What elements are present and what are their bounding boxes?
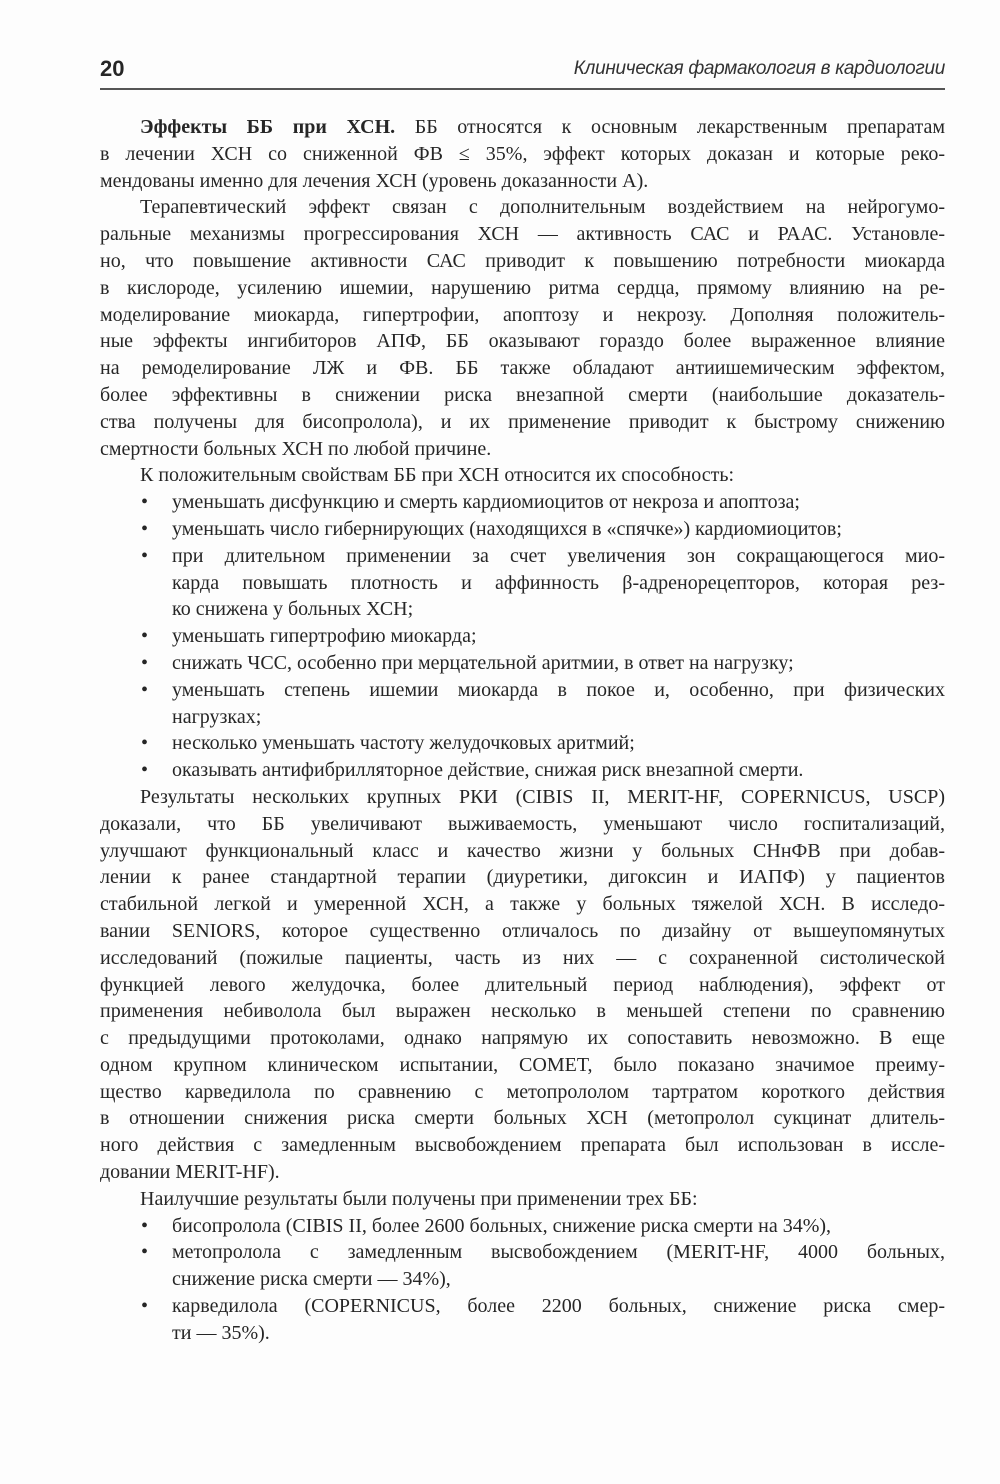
line-text: ти — 35%). xyxy=(172,1321,270,1344)
text-line xyxy=(100,168,945,195)
bullet-item xyxy=(100,677,945,731)
text-line xyxy=(100,864,945,891)
bullet-item xyxy=(100,1239,945,1293)
line-text: карда повышать плотность и аффинность β-адренорецепторов, которая рез- xyxy=(172,571,945,594)
line-text: Терапевтический эффект связан с дополнительным воздействием на нейрогумо- xyxy=(140,196,945,219)
text-line xyxy=(100,811,945,838)
text-line xyxy=(100,543,945,570)
bullet-icon: • xyxy=(141,1214,149,1237)
text-line xyxy=(100,1266,945,1293)
text-line xyxy=(100,1239,945,1266)
line-text: с предыдущими протоколами, однако напрямую их сопоставить невозможно. В еще xyxy=(100,1027,945,1050)
line-text: уменьшать степень ишемии миокарда в покое и, особенно, при физических xyxy=(172,678,945,701)
line-text: применения небиволола был выражен несколько в меньшей степени по сравнению xyxy=(100,1000,945,1023)
text-line xyxy=(100,918,945,945)
text-line xyxy=(100,730,945,757)
bullet-item xyxy=(100,730,945,757)
text-line xyxy=(100,838,945,865)
text-line xyxy=(100,462,945,489)
paragraph xyxy=(100,194,945,462)
text-line xyxy=(100,596,945,623)
page-header xyxy=(100,56,945,86)
line-text: Наилучшие результаты были получены при применении трех ББ: xyxy=(140,1187,698,1210)
text-line xyxy=(100,302,945,329)
text-line xyxy=(100,248,945,275)
line-text: лении к ранее стандартной терапии (диуретики, дигоксин и ИАПФ) у пациентов xyxy=(100,866,945,889)
line-text: уменьшать дисфункцию и смерть кардиомиоцитов от некроза и апоптоза; xyxy=(172,491,800,514)
line-text: щество карведилола по сравнению с метопрололом тартратом короткого действия xyxy=(100,1080,945,1103)
text-line xyxy=(100,1159,945,1186)
text-line xyxy=(100,141,945,168)
line-text: снижать ЧСС, особенно при мерцательной аритмии, в ответ на нагрузку; xyxy=(172,651,794,674)
header-divider xyxy=(100,88,945,90)
line-text: доказали, что ББ увеличивают выживаемость, уменьшают число госпитализаций, xyxy=(100,812,945,835)
line-text: более эффективны в снижении риска внезапной смерти (наибольшие доказатель- xyxy=(100,383,945,406)
bullet-item xyxy=(100,489,945,516)
bullet-icon: • xyxy=(141,517,149,540)
line-text: вании SENIORS, которое существенно отличалось по дизайну от вышеупомянутых xyxy=(100,919,945,942)
text-line xyxy=(100,650,945,677)
text-line xyxy=(100,1293,945,1320)
text-line xyxy=(100,784,945,811)
text-line xyxy=(100,1320,945,1347)
text-line xyxy=(100,489,945,516)
section-lead: Эффекты ББ при ХСН. xyxy=(140,116,396,138)
text-line xyxy=(100,623,945,650)
text-line xyxy=(100,570,945,597)
text-line xyxy=(100,382,945,409)
line-text: исследований (пожилые пациенты, часть из них — с сохраненной систолической xyxy=(100,946,945,969)
text-line xyxy=(100,1213,945,1240)
text-line xyxy=(100,677,945,704)
line-text: К положительным свойствам ББ при ХСН относится их способность: xyxy=(140,464,735,487)
paragraph xyxy=(100,784,945,1186)
bullet-icon: • xyxy=(141,759,149,782)
line-text: улучшают функциональный класс и качество жизни у больных СНнФВ при добав- xyxy=(100,839,945,862)
line-text: на ремоделирование ЛЖ и ФВ. ББ также обладают антиишемическим эффектом, xyxy=(100,357,945,380)
bullet-item xyxy=(100,650,945,677)
text-line xyxy=(100,1132,945,1159)
bullet-icon: • xyxy=(141,678,149,701)
text-line xyxy=(100,1105,945,1132)
line-text: уменьшать гипертрофию миокарда; xyxy=(172,625,477,648)
paragraph xyxy=(100,114,945,194)
line-text: смертности больных ХСН по любой причине. xyxy=(100,437,492,460)
line-text: ББ относятся к основным лекарственным препаратам xyxy=(395,116,945,138)
bullet-icon: • xyxy=(141,544,149,567)
line-text: снижение риска смерти — 34%), xyxy=(172,1268,451,1291)
line-text: при длительном применении за счет увеличения зон сокращающегося мио- xyxy=(172,544,945,567)
page-body xyxy=(100,114,945,1347)
line-text: ства получены для бисопролола), и их применение приводит к быстрому снижению xyxy=(100,410,945,433)
bullet-icon: • xyxy=(141,651,149,674)
line-text: несколько уменьшать частоту желудочковых аритмий; xyxy=(172,732,635,755)
text-line xyxy=(100,114,945,141)
bullet-item xyxy=(100,623,945,650)
bullet-icon: • xyxy=(141,1295,149,1318)
line-text: довании MERIT-HF). xyxy=(100,1161,280,1184)
text-line xyxy=(100,998,945,1025)
bullet-icon: • xyxy=(141,491,149,514)
bullet-icon: • xyxy=(141,1241,149,1264)
line-text: Результаты нескольких крупных РКИ (CIBIS II, MERIT-HF, COPERNICUS, USCP) xyxy=(140,785,945,808)
line-text: ные эффекты ингибиторов АПФ, ББ оказывают гораздо более выраженное влияние xyxy=(100,330,945,353)
text-line xyxy=(100,891,945,918)
text-line xyxy=(100,194,945,221)
line-text: но, что повышение активности САС приводит к повышению потребности миокарда xyxy=(100,249,945,272)
line-text: в отношении снижения риска смерти больных ХСН (метопролол сукцинат длитель- xyxy=(100,1107,945,1130)
text-line xyxy=(100,704,945,731)
bullet-item xyxy=(100,1213,945,1240)
bullet-item xyxy=(100,516,945,543)
text-line xyxy=(100,516,945,543)
text-line xyxy=(100,275,945,302)
line-text: оказывать антифибрилляторное действие, снижая риск внезапной смерти. xyxy=(172,759,804,782)
page-number: 20 xyxy=(100,56,125,81)
text-line xyxy=(100,221,945,248)
text-line xyxy=(100,328,945,355)
line-text: в кислороде, усилению ишемии, нарушению ритма сердца, прямому влиянию на ре- xyxy=(100,276,945,299)
bullet-item xyxy=(100,757,945,784)
text-line xyxy=(100,355,945,382)
line-text: одном крупном клиническом испытании, COMET, было показано значимое преиму- xyxy=(100,1053,945,1076)
running-title: Клиническая фармакология в кардиологии xyxy=(573,58,945,79)
text-line xyxy=(100,436,945,463)
line-text: ного действия с замедленным высвобождением препарата был использован в иссле- xyxy=(100,1134,945,1157)
paragraph xyxy=(100,462,945,489)
line-text: моделирование миокарда, гипертрофии, апоптозу и некрозу. Дополняя положитель- xyxy=(100,303,945,326)
text-line xyxy=(100,409,945,436)
line-text: ко снижена у больных ХСН; xyxy=(172,598,414,621)
text-line xyxy=(100,1079,945,1106)
text-line xyxy=(100,1052,945,1079)
bullet-item xyxy=(100,543,945,623)
line-text: функцией левого желудочка, более длительный период наблюдения), эффект от xyxy=(100,973,945,996)
text-line xyxy=(100,1186,945,1213)
text-line xyxy=(100,945,945,972)
text-line xyxy=(100,972,945,999)
line-text: метопролола с замедленным высвобождением (MERIT-HF, 4000 больных, xyxy=(172,1241,945,1264)
line-text: мендованы именно для лечения ХСН (уровень доказанности А). xyxy=(100,169,649,192)
paragraph xyxy=(100,1186,945,1213)
line-text: бисопролола (CIBIS II, более 2600 больных, снижение риска смерти на 34%), xyxy=(172,1214,832,1237)
line-text: карведилола (COPERNICUS, более 2200 больных, снижение риска смер- xyxy=(172,1295,945,1318)
text-line xyxy=(100,757,945,784)
bullet-icon: • xyxy=(141,625,149,648)
line-text: нагрузках; xyxy=(172,705,262,728)
line-text: уменьшать число гибернирующих (находящихся в «спячке») кардиомиоцитов; xyxy=(172,517,842,540)
bullet-item xyxy=(100,1293,945,1347)
bullet-icon: • xyxy=(141,732,149,755)
text-line xyxy=(100,1025,945,1052)
line-text: в лечении ХСН со сниженной ФВ ≤ 35%, эффект которых доказан и которые реко- xyxy=(100,142,945,165)
line-text: ральные механизмы прогрессирования ХСН — активность САС и РААС. Установле- xyxy=(100,223,945,246)
line-text: стабильной легкой и умеренной ХСН, а также у больных тяжелой ХСН. В исследо- xyxy=(100,893,945,916)
